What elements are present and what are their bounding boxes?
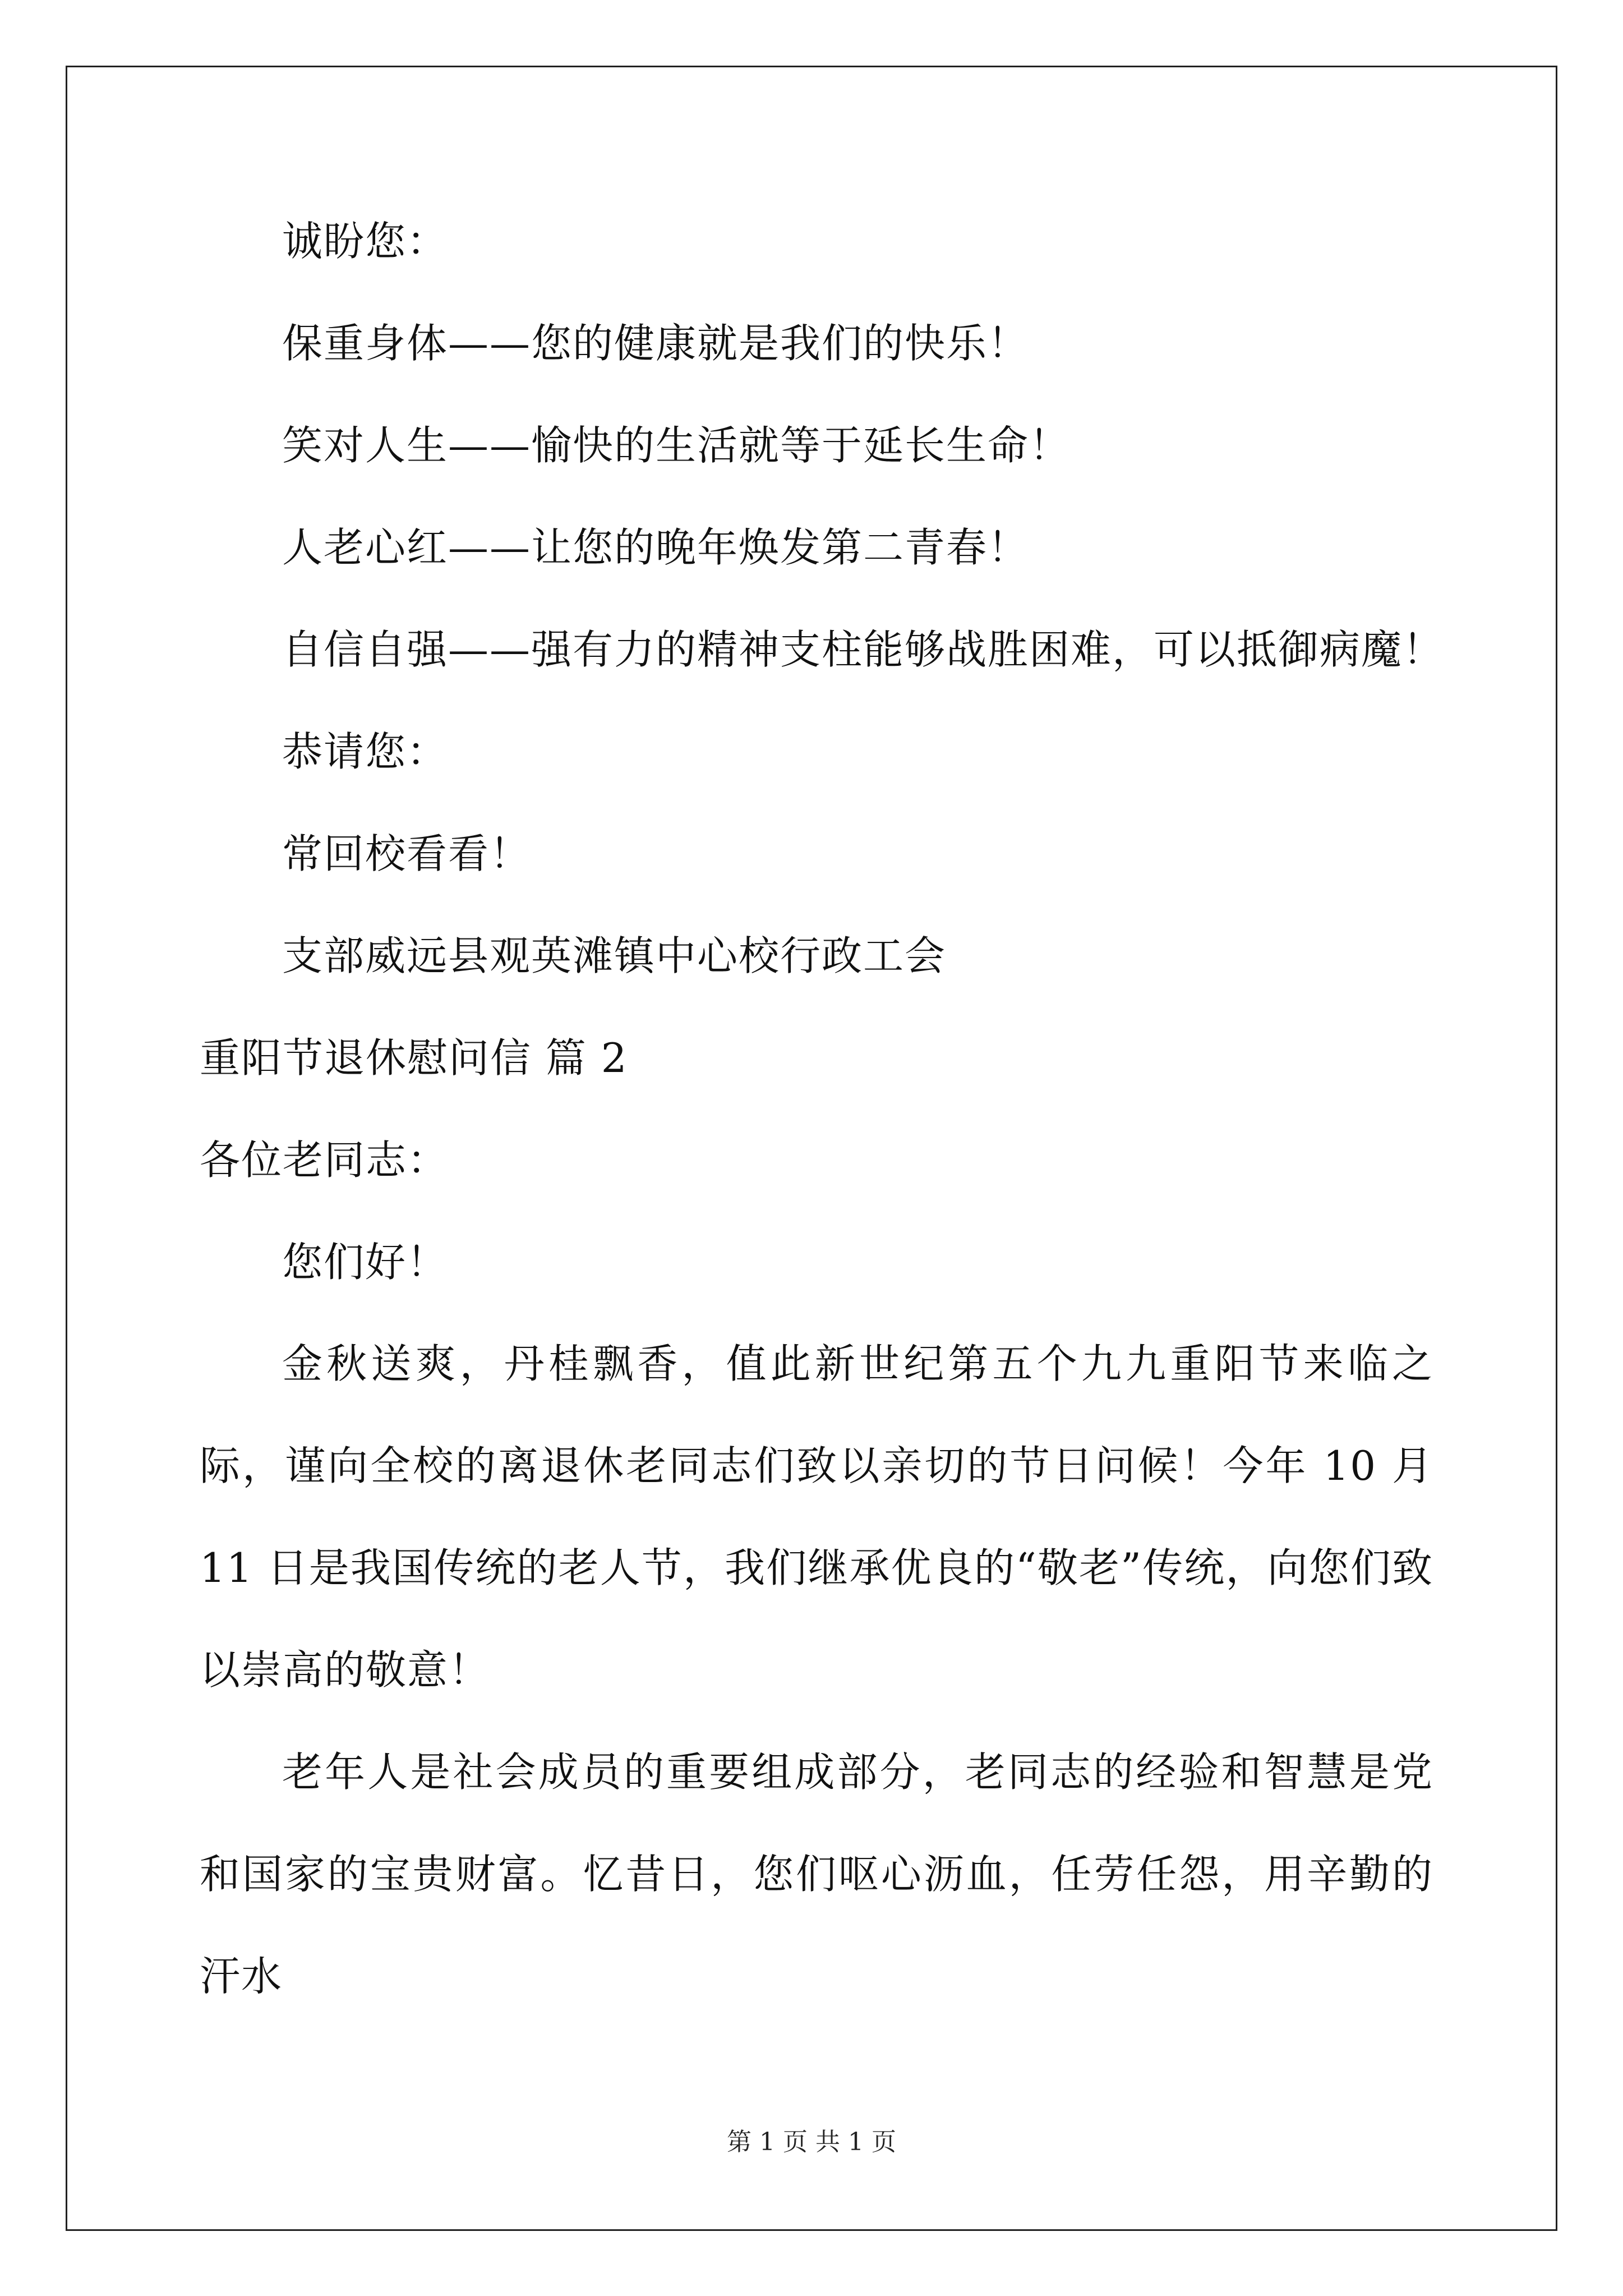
section-title: 重阳节退休慰问信 篇 2	[200, 1034, 628, 1082]
line-gongqing: 恭请您：	[282, 728, 449, 775]
salutation: 各位老同志：	[200, 1137, 449, 1184]
paragraph-2: 老年人是社会成员的重要组成部分，老同志的经验和智慧是党和国家的宝贵财富。忆昔日，您们呕心沥血，任劳任怨，用辛勤的汗水	[200, 1749, 1433, 2000]
page-footer: 第 1 页 共 1 页	[727, 2128, 896, 2156]
greeting: 您们好！	[282, 1239, 449, 1286]
line-changhui: 常回校看看！	[282, 830, 532, 877]
line-cheng-pan: 诚盼您：	[282, 218, 449, 265]
line-zixin: 自信自强——强有力的精神支柱能够战胜困难，可以抵御病魔！	[282, 626, 1445, 673]
line-baozhong: 保重身体——您的健康就是我们的快乐！	[282, 320, 1030, 367]
paragraph-1: 金秋送爽，丹桂飘香，值此新世纪第五个九九重阳节来临之际，谨向全校的离退休老同志们致以亲切的节日问候！今年 10 月 11 日是我国传统的老人节，我们继承优良的“敬老”传统，向您们致以崇高的敬意！	[200, 1340, 1433, 1694]
line-signature: 支部威远县观英滩镇中心校行政工会	[282, 932, 947, 979]
line-xiaodui: 笑对人生——愉快的生活就等于延长生命！	[282, 422, 1071, 469]
line-renlao: 人老心红——让您的晚年焕发第二青春！	[282, 524, 1030, 571]
